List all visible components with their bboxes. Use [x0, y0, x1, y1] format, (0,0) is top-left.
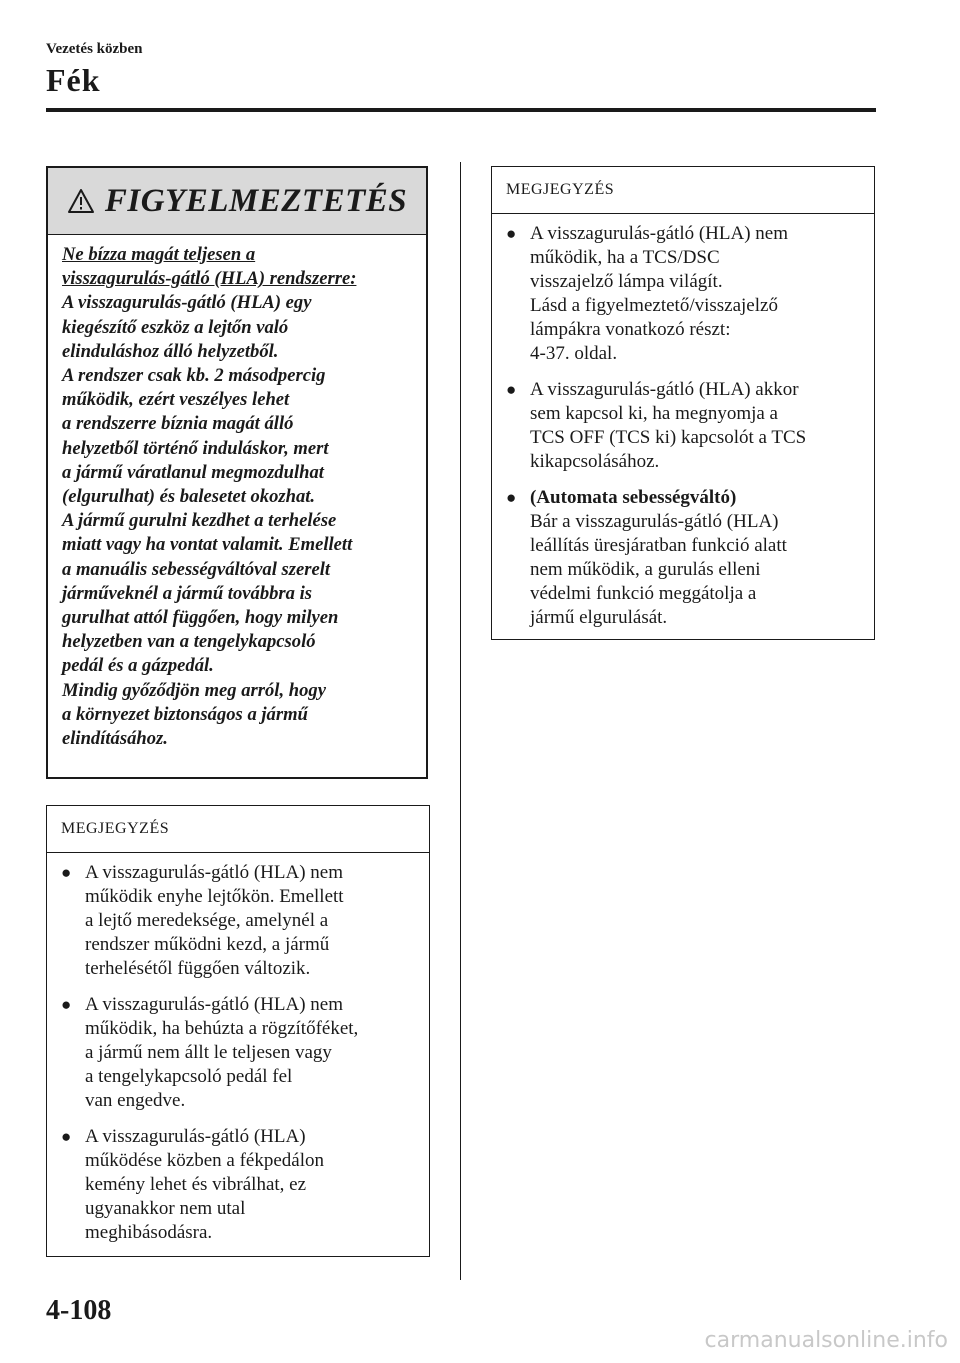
- warning-line: miatt vagy ha vontat valamit. Emellett: [62, 534, 353, 556]
- list-item: [506, 486, 866, 630]
- note-line: Bár a visszagurulás-gátló (HLA): [530, 511, 779, 532]
- header-rule: [46, 108, 876, 112]
- page-title: Fék: [46, 62, 101, 98]
- warning-box: [46, 166, 428, 779]
- note-list: [47, 853, 429, 1245]
- note-bold-line: (Automata sebességváltó): [530, 487, 737, 508]
- warning-line: A visszagurulás-gátló (HLA) egy: [62, 292, 312, 314]
- warning-underlined-line: visszagurulás-gátló (HLA) rendszerre:: [62, 268, 357, 290]
- warning-line: a jármű váratlanul megmozdulhat: [62, 461, 324, 483]
- warning-body: [48, 235, 426, 751]
- column-divider: [460, 162, 461, 1280]
- note-box-right: [491, 166, 875, 640]
- note-line: A visszagurulás-gátló (HLA) nem: [530, 223, 789, 244]
- note-line: a lejtő meredeksége, amelynél a: [85, 910, 329, 931]
- note-line: sem kapcsol ki, ha megnyomja a: [530, 403, 778, 424]
- list-item: [61, 861, 421, 981]
- bullet-icon: ●: [61, 995, 72, 1014]
- warning-line: a manuális sebességváltóval szerelt: [62, 558, 331, 580]
- note-line: kemény lehet és vibrálhat, ez: [85, 1174, 307, 1195]
- note-line: a jármű nem állt le teljesen vagy: [85, 1042, 332, 1063]
- watermark: carmanualsonline.info: [704, 1328, 948, 1353]
- warning-line: A jármű gurulni kezdhet a terhelése: [62, 510, 337, 532]
- note-line: kikapcsolásához.: [530, 451, 660, 472]
- warning-line: A rendszer csak kb. 2 másodpercig: [62, 365, 326, 387]
- warning-line: helyzetben van a tengelykapcsoló: [62, 631, 316, 653]
- note-line: működik, ha a TCS/DSC: [530, 247, 720, 268]
- list-item: [61, 1125, 421, 1245]
- bullet-icon: ●: [506, 224, 517, 243]
- note-line: A visszagurulás-gátló (HLA) akkor: [530, 379, 799, 400]
- note-line: TCS OFF (TCS ki) kapcsolót a TCS: [530, 427, 807, 448]
- bullet-icon: ●: [61, 1127, 72, 1146]
- bullet-icon: ●: [506, 488, 517, 507]
- note-line: működik enyhe lejtőkön. Emellett: [85, 886, 344, 907]
- note-title: MEGJEGYZÉS: [492, 167, 874, 214]
- list-item: [61, 993, 421, 1113]
- list-item: [506, 378, 866, 474]
- warning-line: a környezet biztonságos a jármű: [62, 703, 308, 725]
- note-line: Lásd a figyelmeztető/visszajelző: [530, 295, 778, 316]
- note-line: visszajelző lámpa világít.: [530, 271, 723, 292]
- note-line: ugyanakkor nem utal: [85, 1198, 246, 1219]
- bullet-icon: ●: [61, 863, 72, 882]
- warning-header: [48, 168, 426, 235]
- note-line: a tengelykapcsoló pedál fel: [85, 1066, 293, 1087]
- warning-line: a rendszerre bíznia magát álló: [62, 413, 294, 435]
- note-line: A visszagurulás-gátló (HLA) nem: [85, 994, 344, 1015]
- note-line: meghibásodásra.: [85, 1222, 213, 1243]
- note-line: 4-37. oldal.: [530, 343, 618, 364]
- warning-title: FIGYELMEZTETÉS: [104, 182, 408, 219]
- note-line: nem működik, a gurulás elleni: [530, 559, 761, 580]
- warning-line: elinduláshoz álló helyzetből.: [62, 340, 279, 362]
- note-line: lámpákra vonatkozó részt:: [530, 319, 731, 340]
- note-line: van engedve.: [85, 1090, 186, 1111]
- note-line: jármű elgurulását.: [530, 607, 668, 628]
- warning-line: kiegészítő eszköz a lejtőn való: [62, 316, 289, 338]
- page-number: 4-108: [46, 1295, 112, 1326]
- note-line: működik, ha behúzta a rögzítőféket,: [85, 1018, 359, 1039]
- warning-line: Mindig győződjön meg arról, hogy: [62, 679, 326, 701]
- note-line: védelmi funkció meggátolja a: [530, 583, 757, 604]
- note-box-left: [46, 805, 430, 1257]
- warning-line: járműveknél a jármű továbbra is: [62, 582, 312, 604]
- note-line: terhelésétől függően változik.: [85, 958, 311, 979]
- note-line: működése közben a fékpedálon: [85, 1150, 324, 1171]
- note-line: A visszagurulás-gátló (HLA) nem: [85, 862, 344, 883]
- warning-line: (elgurulhat) és balesetet okozhat.: [62, 486, 316, 508]
- warning-underlined-line: Ne bízza magát teljesen a: [62, 244, 256, 265]
- bullet-icon: ●: [506, 380, 517, 399]
- warning-line: elindításához.: [62, 728, 168, 750]
- note-line: rendszer működni kezd, a jármű: [85, 934, 330, 955]
- section-label: Vezetés közben: [46, 41, 143, 57]
- list-item: [506, 222, 866, 366]
- note-list: [492, 214, 874, 630]
- warning-line: működik, ezért veszélyes lehet: [62, 389, 290, 411]
- note-line: leállítás üresjáratban funkció alatt: [530, 535, 787, 556]
- warning-line: helyzetből történő induláskor, mert: [62, 437, 329, 459]
- warning-line: gurulhat attól függően, hogy milyen: [62, 607, 339, 629]
- warning-triangle-icon: [67, 188, 95, 214]
- note-line: A visszagurulás-gátló (HLA): [85, 1126, 306, 1147]
- warning-line: pedál és a gázpedál.: [62, 655, 214, 677]
- note-title: MEGJEGYZÉS: [47, 806, 429, 853]
